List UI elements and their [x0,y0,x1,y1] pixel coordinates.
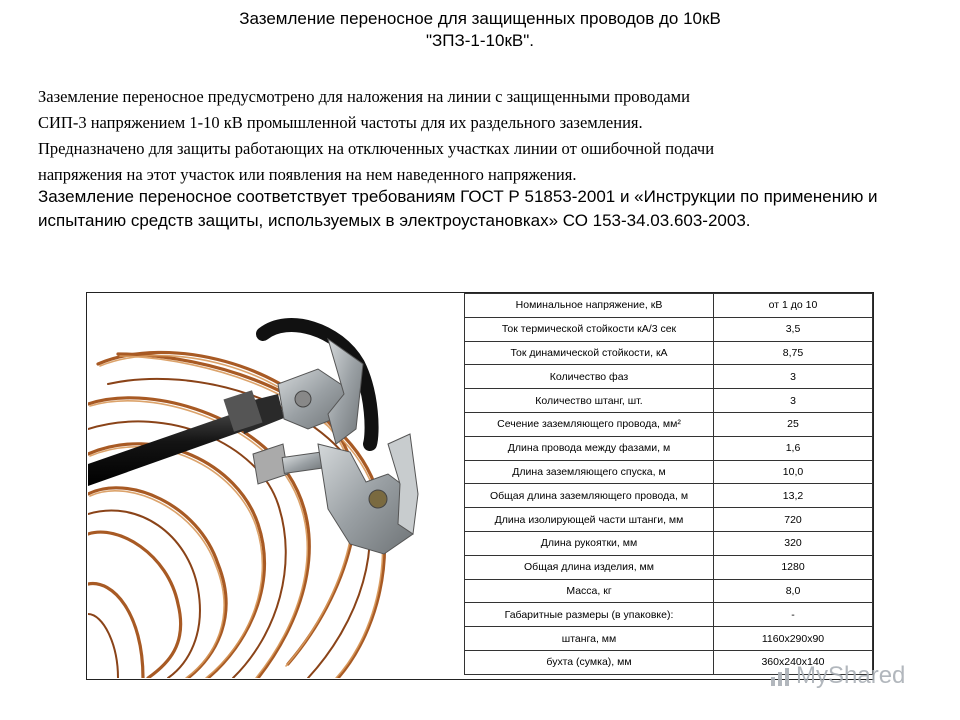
spec-label: Общая длина изделия, мм [465,555,714,579]
spec-value: 10,0 [714,460,873,484]
spec-row [465,579,873,603]
spec-label: Ток динамической стойкости, кА [465,341,714,365]
spec-row [465,365,873,389]
spec-value: от 1 до 10 [714,294,873,318]
intro-line-1: Заземление переносное предусмотрено для наложения на линии с защищенными проводами [38,87,690,106]
spec-row [465,508,873,532]
spec-label: Сечение заземляющего провода, мм² [465,412,714,436]
page-title [0,8,960,52]
spec-value: 13,2 [714,484,873,508]
spec-row [465,484,873,508]
spec-value: 1,6 [714,436,873,460]
grounding-clamp-illustration [88,294,464,678]
spec-row [465,460,873,484]
watermark-text: MyShared [796,662,906,689]
intro-line-4: напряжения на этот участок или появления на нем наведенного напряжения. [38,165,577,184]
spec-value: 720 [714,508,873,532]
spec-value: 1160х290х90 [714,627,873,651]
spec-row [465,341,873,365]
spec-label: Длина рукоятки, мм [465,531,714,555]
title-line-2: "ЗПЗ-1-10кВ". [425,31,534,50]
spec-label: Длина заземляющего спуска, м [465,460,714,484]
spec-label: Ток термической стойкости кА/3 сек [465,317,714,341]
spec-label: Общая длина заземляющего провода, м [465,484,714,508]
spec-value: 25 [714,412,873,436]
compliance-paragraph: Заземление переносное соответствует требованиям ГОСТ Р 51853-2001 и «Инструкции по применению и испытанию средств защиты, используемых в электроустановках» СО 153-34.03.603-2003. [38,187,878,230]
spec-row [465,412,873,436]
spec-label: Длина провода между фазами, м [465,436,714,460]
spec-row [465,555,873,579]
spec-value: 1280 [714,555,873,579]
title-line-1: Заземление переносное для защищенных проводов до 10кВ [239,9,721,28]
spec-row [465,531,873,555]
spec-value: - [714,603,873,627]
spec-label: Масса, кг [465,579,714,603]
spec-value: 3,5 [714,317,873,341]
spec-value: 360х240х140 [714,650,873,674]
spec-row [465,627,873,651]
watermark [770,662,905,690]
spec-label: Количество штанг, шт. [465,389,714,413]
spec-value: 320 [714,531,873,555]
spec-row [465,436,873,460]
spec-value: 8,0 [714,579,873,603]
spec-label: Габаритные размеры (в упаковке): [465,603,714,627]
product-photo [88,294,464,678]
spec-value: 8,75 [714,341,873,365]
watermark-logo-icon [770,666,790,686]
lower-clamp [253,434,418,554]
spec-table [464,293,873,675]
intro-line-3: Предназначено для защиты работающих на отключенных участках линии от ошибочной подачи [38,139,715,158]
spec-value: 3 [714,365,873,389]
upper-clamp [278,339,363,444]
spec-label: бухта (сумка), мм [465,650,714,674]
spec-row [465,389,873,413]
spec-label: Количество фаз [465,365,714,389]
spec-value: 3 [714,389,873,413]
spec-label: Номинальное напряжение, кВ [465,294,714,318]
spec-row [465,317,873,341]
spec-table-body [465,294,873,675]
intro-paragraph [38,84,914,188]
spec-row [465,294,873,318]
spec-label: Длина изолирующей части штанги, мм [465,508,714,532]
spec-label: штанга, мм [465,627,714,651]
spec-row [465,603,873,627]
intro-line-2: СИП-3 напряжением 1-10 кВ промышленной частоты для их раздельного заземления. [38,113,643,132]
